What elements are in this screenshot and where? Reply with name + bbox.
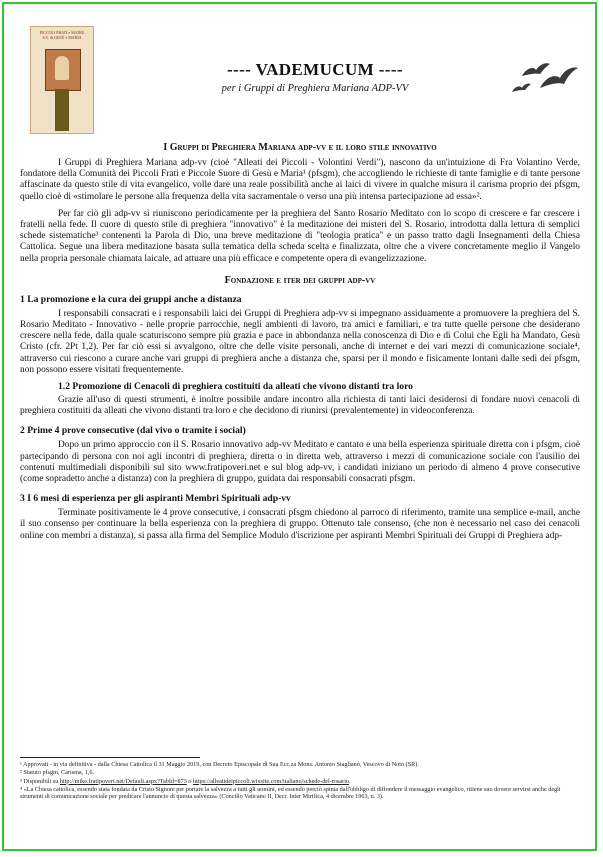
footnote-4: ⁴ «La Chiesa cattolica, essendo stata fondata da Cristo Signore per portare la salvezza a tutti gli uomini, ed essendo perciò spinta dall'obbligo di diffondere il messaggio evangelico, ritiene suo dovere servirsi anche degli strumenti di comunicazione sociale per predicare l'annuncio di questa salvezza» (Concilio Vaticano II, Decr. Inter Mirifica, 4 dicembre 1963, n. 3). <box>20 785 561 801</box>
heading-3-paragraph: Terminate positivamente le 4 prove consecutive, i consacrati pfsgm chiedono al parroco di riferimento, tramite una semplice e-mail, anche il suo consenso per continuare la bella esperienza con la preghiera di gruppo. Ottenuto tale consenso, (che non è necessario nel caso dei cenacoli online con membri a distanza), si passa alla firma del Semplice Modulo d'iscrizione per aspiranti Membri Spirituali dei Gruppi di Preghiera adp- <box>20 508 580 541</box>
section1-title: I Gruppi di Preghiera Mariana adp-vv e il loro stile innovativo <box>163 142 437 153</box>
bird-medium <box>522 63 550 76</box>
section1-paragraph-2: Per far ciò gli adp-vv si riuniscono periodicamente per la preghiera del Santo Rosario Meditato con lo scopo di crescere e far crescere i fratelli nella fede. Il cuore di questo stile di preghiera "innovativo" è la meditazione dei misteri del S. Rosario, introdotta dalla lettura di semplici schede sistematiche³ contenenti la Parola di Dio, una breve meditazione di "teologia pratica" e un passo tratto dagli Insegnamenti della Chiesa Cattolica. Segue una libera meditazione basata sulla tematica della scheda scelta e finalizzata, oltre che a vivere concretamente meglio il Vangelo nella propria personale chiamata laicale, ad attuare una più efficace e competente opera di evangelizzazione. <box>20 208 580 264</box>
heading-2-paragraph: Dopo un primo approccio con il S. Rosario innovativo adp-vv Meditato e cantato e una bella esperienza spirituale diretta con i pfsgm, cioè partecipando di persona con noi agli incontri di preghiera, diretta o in diretta web, attraverso i mezzi di comunicazione sociale con l'ausilio dei contenuti multimediali disponibili sul sito www.fratipoveri.net e sul blog adp-vv, i candidati iniziano un periodo di almeno 4 prove consecutive (come sopradetto anche a distanza) con la preghiera di gruppo, guidata dai responsabili consacrati pfsgm. <box>20 440 580 485</box>
footnote-rule <box>20 757 200 758</box>
bird-small <box>512 84 531 92</box>
heading-3: 3 I 6 mesi di esperienza per gli aspiranti Membri Spirituali adp-vv <box>20 493 291 505</box>
footnote-3-sep: o <box>186 777 193 785</box>
section1-paragraph-1: I Gruppi di Preghiera Mariana adp-vv (cioè "Alleati dei Piccoli - Volontini Verdi"), nascono da un'intuizione di Fra Volantino Verde, fondatore della Comunità dei Piccoli Frati e Piccole Suore di Gesù e Maria¹ (pfsgm), che accogliendo le richieste di tante famiglie e di tante persone affascinate da questo stile di vita evangelico, volle dare una reale possibilità anche ai laici di vivere in qualche misura il carisma proprio dei pfsgm, quello cioè di «stimolare le persone alla frequenza della vita sacramentale o verso una più intensa partecipazione ad essa»². <box>20 158 580 202</box>
heading-2: 2 Prime 4 prove consecutive (dal vivo o tramite i social) <box>20 425 246 437</box>
logo-image <box>45 49 81 91</box>
document-page <box>20 22 580 801</box>
heading-1: 1 La promozione e la cura dei gruppi anche a distanza <box>20 293 242 305</box>
subheading-1-2: 1.2 Promozione di Cenacoli di preghiera costituiti da alleati che vivono distanti tra loro <box>58 381 413 393</box>
subheading-1-2-paragraph: Grazie all'uso di questi strumenti, è inoltre possibile andare incontro alla richiesta di tanti laici desiderosi di fondare nuovi cenacoli di preghiera costituiti da alleati che vivono distanti tra loro e che decidono di riunirsi (prevalentemente) in videoconferenza. <box>20 395 580 417</box>
footnote-3-link-2[interactable]: https://alleatideipiccoli.wixsite.com/italiano/schede-del-rosario <box>193 777 350 785</box>
page-subtitle: per i Gruppi di Preghiera Mariana ADP-VV <box>221 83 409 94</box>
flying-birds-icon <box>508 52 578 104</box>
footnote-3-link-1[interactable]: http://mike.fratipoveri.net/Default.aspx?TabId=873 <box>59 777 187 785</box>
section2-title: Fondazione e iter dei gruppi adp-vv <box>224 274 376 286</box>
footnote-1: ¹ Approvati - in via definitiva - dalla Chiesa Cattolica il 31 Maggio 2019, con Decreto Episcopale di Sua Ecc.za Mons. Antonio Staglianò, Vescovo di Noto (SR). <box>20 761 419 768</box>
page-title: ---- VADEMUCUM ---- <box>227 60 403 79</box>
footnote-3 <box>20 778 580 785</box>
bird-large <box>540 67 578 88</box>
footnote-3-end: . <box>349 777 351 785</box>
heading-1-paragraph: I responsabili consacrati e i responsabili laici dei Gruppi di Preghiera adp-vv si impegnano assiduamente a promuovere la preghiera del S. Rosario Meditato - Innovativo - nelle proprie parrocchie, negli ambienti di lavoro, tra amici e familiari, e tra tutte quelle persone che desiderano crescere nella fede, dalla quale scaturiscono sempre più grazia e pace in abbondanza nella conoscenza di Dio e di Colui che Egli ha Mandato, Gesù Cristo (cfr. 2Pt 1,2). Per far ciò essi si avvalgono, oltre che delle visite personali, anche di internet e dei vari mezzi di comunicazione sociale⁴, attraverso cui riescono a curare anche vari gruppi di preghiera anche a distanza che, sparsi per il mondo e fisicamente lontani dalle sedi dei pfsgm, non possono essere visitati frequentemente. <box>20 308 580 375</box>
footnote-2: ² Statuto pfsgm, Carisma, 1,6. <box>20 769 95 777</box>
footnote-3-text: ³ Disponibili su <box>20 777 60 785</box>
footnotes <box>20 757 580 801</box>
logo-text: PICCOLI FRATI e SUORE S.S. di GESÙ e MARIA <box>39 30 85 40</box>
community-logo-icon <box>30 26 94 134</box>
logo-ribbon <box>55 89 69 131</box>
document-header <box>20 22 580 142</box>
